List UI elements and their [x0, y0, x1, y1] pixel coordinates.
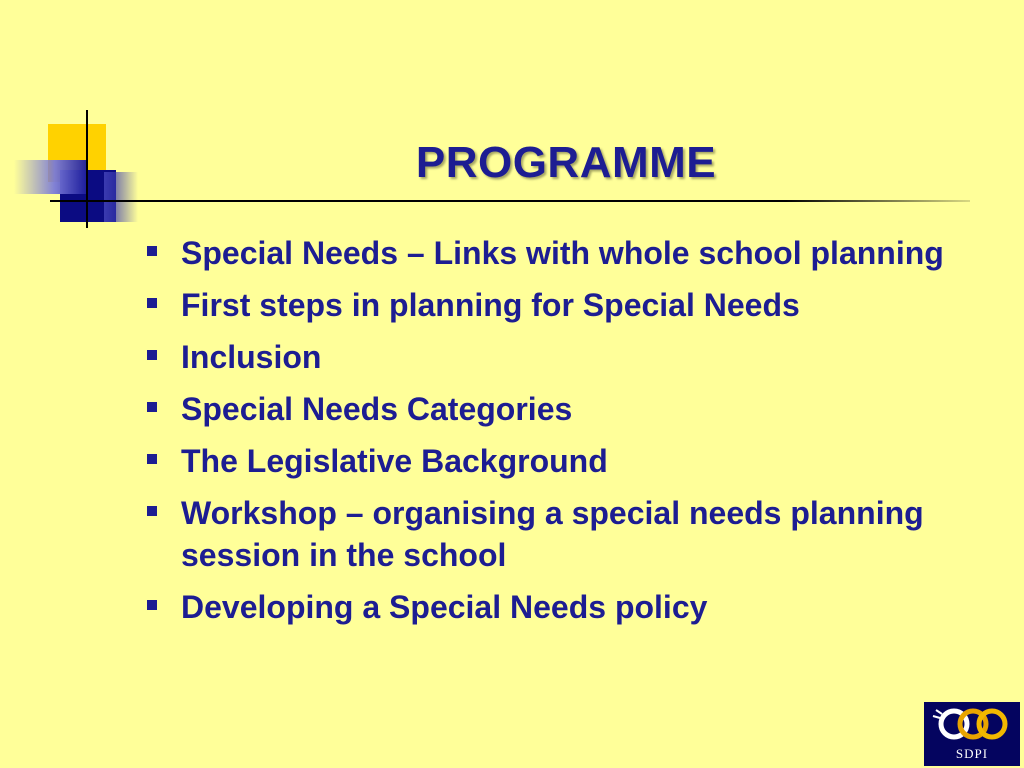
title-underline: [50, 200, 970, 202]
square-bullet-icon: [147, 350, 157, 360]
sdpi-logo: [924, 702, 1020, 766]
bullet-text: Special Needs Categories: [181, 391, 573, 427]
logo-text: SDPI: [955, 746, 989, 761]
square-bullet-icon: [147, 402, 157, 412]
bullet-item: [144, 440, 984, 482]
square-bullet-icon: [147, 600, 157, 610]
square-bullet-icon: [147, 506, 157, 516]
bullet-text: Workshop – organising a special needs planning session in the school: [181, 495, 924, 573]
square-bullet-icon: [147, 298, 157, 308]
bullet-item: [144, 586, 984, 628]
bullet-item: [144, 388, 984, 430]
bullet-text: Inclusion: [181, 339, 322, 375]
bullet-item: [144, 492, 984, 576]
bullet-item: [144, 336, 984, 378]
bullet-text: The Legislative Background: [181, 443, 608, 479]
bullet-item: [144, 232, 984, 274]
interlocking-rings-icon: [924, 702, 1020, 748]
bullet-list: [144, 232, 984, 638]
bullet-text: Special Needs – Links with whole school planning: [181, 235, 944, 271]
slide-title: PROGRAMME: [415, 138, 717, 187]
bullet-item: [144, 284, 984, 326]
bullet-text: Developing a Special Needs policy: [181, 589, 708, 625]
bullet-text: First steps in planning for Special Needs: [181, 287, 800, 323]
square-bullet-icon: [147, 454, 157, 464]
square-bullet-icon: [147, 246, 157, 256]
